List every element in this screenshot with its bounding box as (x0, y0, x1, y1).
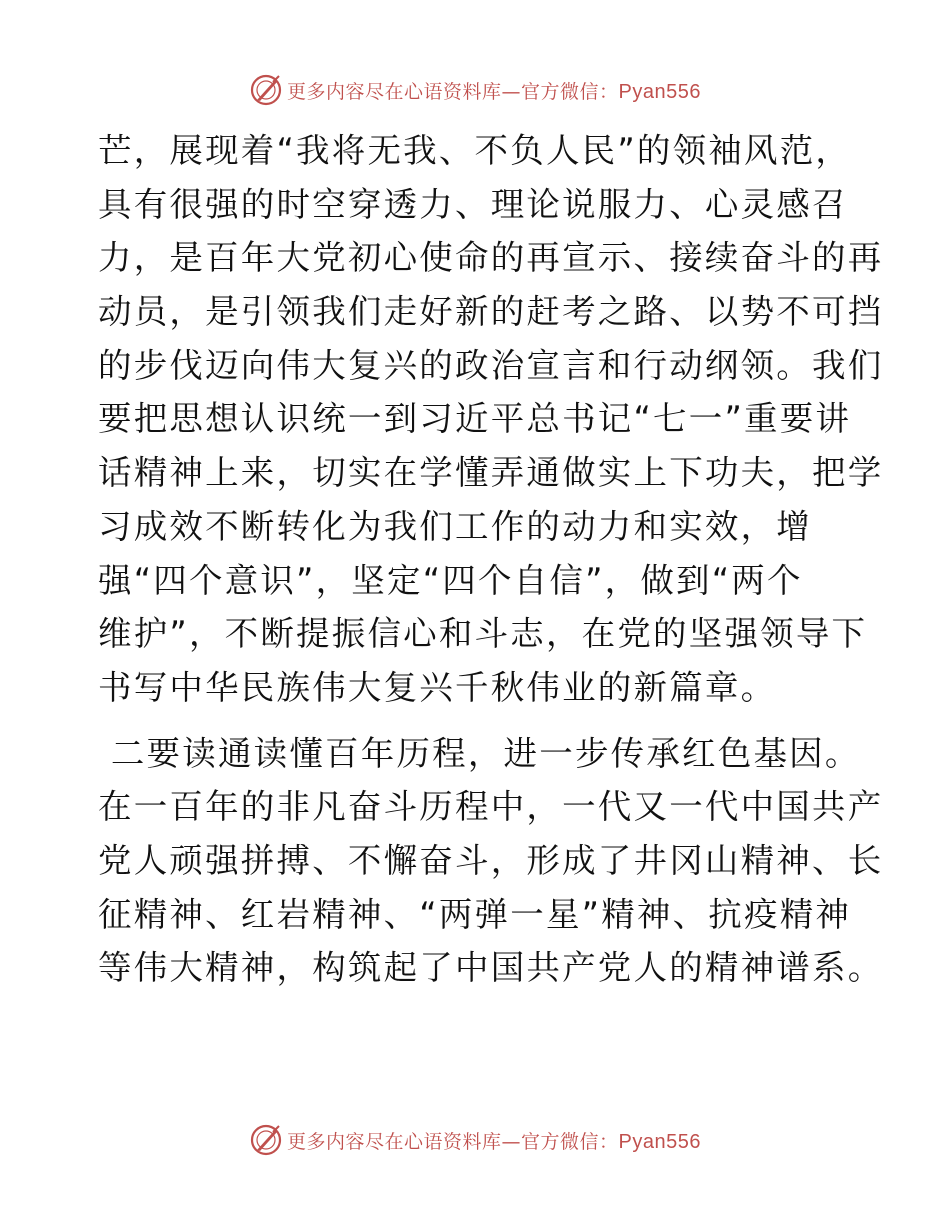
footer-watermark-banner (0, 1120, 950, 1160)
text-line: 征精神、红岩精神、“两弹一星”精神、抗疫精神 (98, 894, 852, 934)
text-line: 习成效不断转化为我们工作的动力和实效，增 (98, 506, 812, 546)
document-body (98, 124, 884, 995)
text-line: 具有很强的时空穿透力、理论说服力、心灵感召 (98, 184, 848, 224)
header-watermark-banner (0, 70, 950, 110)
text-line: 力，是百年大党初心使命的再宣示、接续奋斗的再 (98, 238, 884, 278)
text-line: 党人顽强拼搏、不懈奋斗，形成了井冈山精神、长 (98, 840, 884, 880)
text-line: 维护”，不断提振信心和斗志，在党的坚强领导下 (98, 614, 868, 654)
text-line: 要把思想认识统一到习近平总书记“七一”重要讲 (98, 399, 852, 439)
footer-banner-text: 更多内容尽在心语资料库—官方微信：Pyan556 (287, 1130, 701, 1153)
text-line: 等伟大精神，构筑起了中国共产党人的精神谱系。 (98, 948, 884, 988)
text-line: 话精神上来，切实在学懂弄通做实上下功夫，把学 (98, 453, 884, 493)
section-heading-line: 二要读通读懂百年历程，进一步传承红色基因。 (98, 733, 861, 773)
quill-logo-icon (249, 73, 283, 107)
text-line: 强“四个意识”，坚定“四个自信”，做到“两个 (98, 560, 803, 600)
text-line: 的步伐迈向伟大复兴的政治宣言和行动纲领。我们 (98, 345, 884, 385)
text-line: 动员，是引领我们走好新的赶考之路、以势不可挡 (98, 292, 884, 332)
paragraph-2 (98, 727, 884, 995)
footer-banner-handle: Pyan556 (618, 1130, 701, 1153)
header-banner-text: 更多内容尽在心语资料库—官方微信：Pyan556 (287, 80, 701, 103)
header-banner-handle: Pyan556 (618, 80, 701, 103)
paragraph-1 (98, 124, 884, 715)
text-line: 在一百年的非凡奋斗历程中，一代又一代中国共产 (98, 787, 884, 827)
quill-logo-icon (249, 1123, 283, 1157)
paragraph-gap (98, 715, 858, 727)
text-line: 芒，展现着“我将无我、不负人民”的领袖风范， (98, 131, 852, 170)
text-line: 书写中华民族伟大复兴千秋伟业的新篇章。 (98, 667, 777, 707)
